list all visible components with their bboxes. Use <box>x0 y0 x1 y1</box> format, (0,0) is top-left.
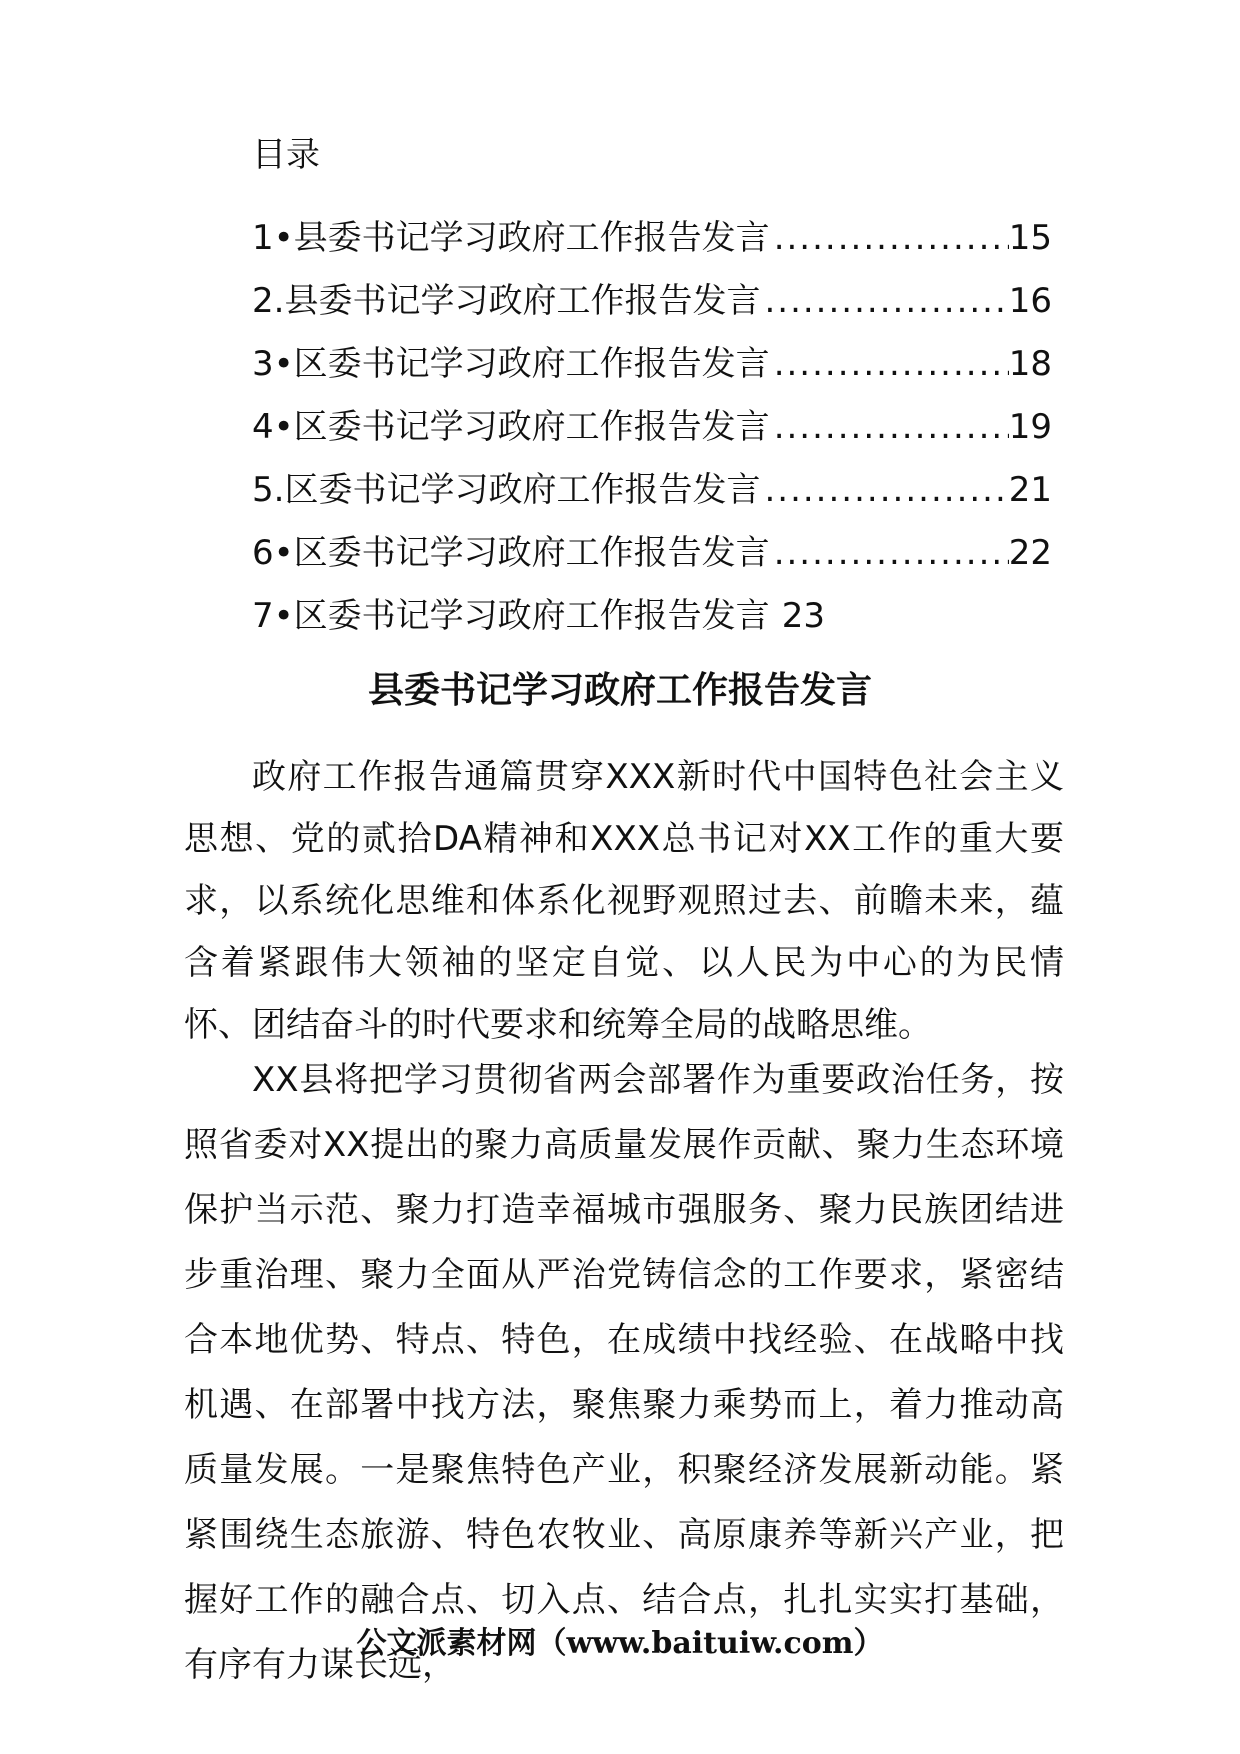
toc-item-page: 16 <box>1008 281 1052 321</box>
toc-item[interactable] <box>252 466 1052 529</box>
toc-dot-leader <box>770 340 1009 388</box>
toc-dot-leader <box>770 214 1009 262</box>
table-of-contents <box>252 214 1052 655</box>
toc-item[interactable] <box>252 403 1052 466</box>
toc-item-title: 6•区委书记学习政府工作报告发言 <box>252 533 770 573</box>
toc-item[interactable] <box>252 214 1052 277</box>
toc-item-page: 21 <box>1008 470 1052 510</box>
toc-item-title: 7•区委书记学习政府工作报告发言 <box>252 596 770 636</box>
toc-item-title: 5.区委书记学习政府工作报告发言 <box>252 470 761 510</box>
toc-heading: 目录 <box>252 135 320 175</box>
toc-dot-leader <box>760 277 1008 325</box>
toc-item[interactable] <box>252 340 1052 403</box>
article-title: 县委书记学习政府工作报告发言 <box>367 670 872 711</box>
toc-item[interactable] <box>252 592 1052 655</box>
toc-dot-leader <box>760 466 1008 514</box>
toc-item-page: 18 <box>1008 344 1052 384</box>
toc-item-page: 23 <box>781 596 825 636</box>
toc-item-title: 2.县委书记学习政府工作报告发言 <box>252 281 761 321</box>
toc-dot-leader <box>770 403 1009 451</box>
toc-dot-leader <box>770 529 1009 577</box>
toc-item-title: 3•区委书记学习政府工作报告发言 <box>252 344 770 384</box>
toc-item-page: 19 <box>1008 407 1052 447</box>
toc-item-title: 1•县委书记学习政府工作报告发言 <box>252 218 770 258</box>
footer-watermark: 公文派素材网（www.baituiw.com） <box>356 1626 884 1661</box>
article-paragraph: 政府工作报告通篇贯穿XXX新时代中国特色社会主义思想、党的贰拾DA精神和XXX总书记对XX工作的重大要求，以系统化思维和体系化视野观照过去、前瞻未来，蕴含着紧跟伟大领袖的坚定自觉、以人民为中心的为民情怀、团结奋斗的时代要求和统筹全局的战略思维。 <box>184 757 1064 1045</box>
article-paragraph: XX县将把学习贯彻省两会部署作为重要政治任务，按照省委对XX提出的聚力高质量发展作贡献、聚力生态环境保护当示范、聚力打造幸福城市强服务、聚力民族团结进步重治理、聚力全面从严治党铸信念的工作要求，紧密结合本地优势、特点、特色，在成绩中找经验、在战略中找机遇、在部署中找方法，聚焦聚力乘势而上，着力推动高质量发展。一是聚焦特色产业，积聚经济发展新动能。紧紧围绕生态旅游、特色农牧业、高原康养等新兴产业，把握好工作的融合点、切入点、结合点，扎扎实实打基础，有序有力谋长远， <box>184 1060 1064 1685</box>
toc-item-page: 15 <box>1008 218 1052 258</box>
toc-item[interactable] <box>252 529 1052 592</box>
toc-item[interactable] <box>252 277 1052 340</box>
toc-item-page: 22 <box>1008 533 1052 573</box>
toc-item-title: 4•区委书记学习政府工作报告发言 <box>252 407 770 447</box>
